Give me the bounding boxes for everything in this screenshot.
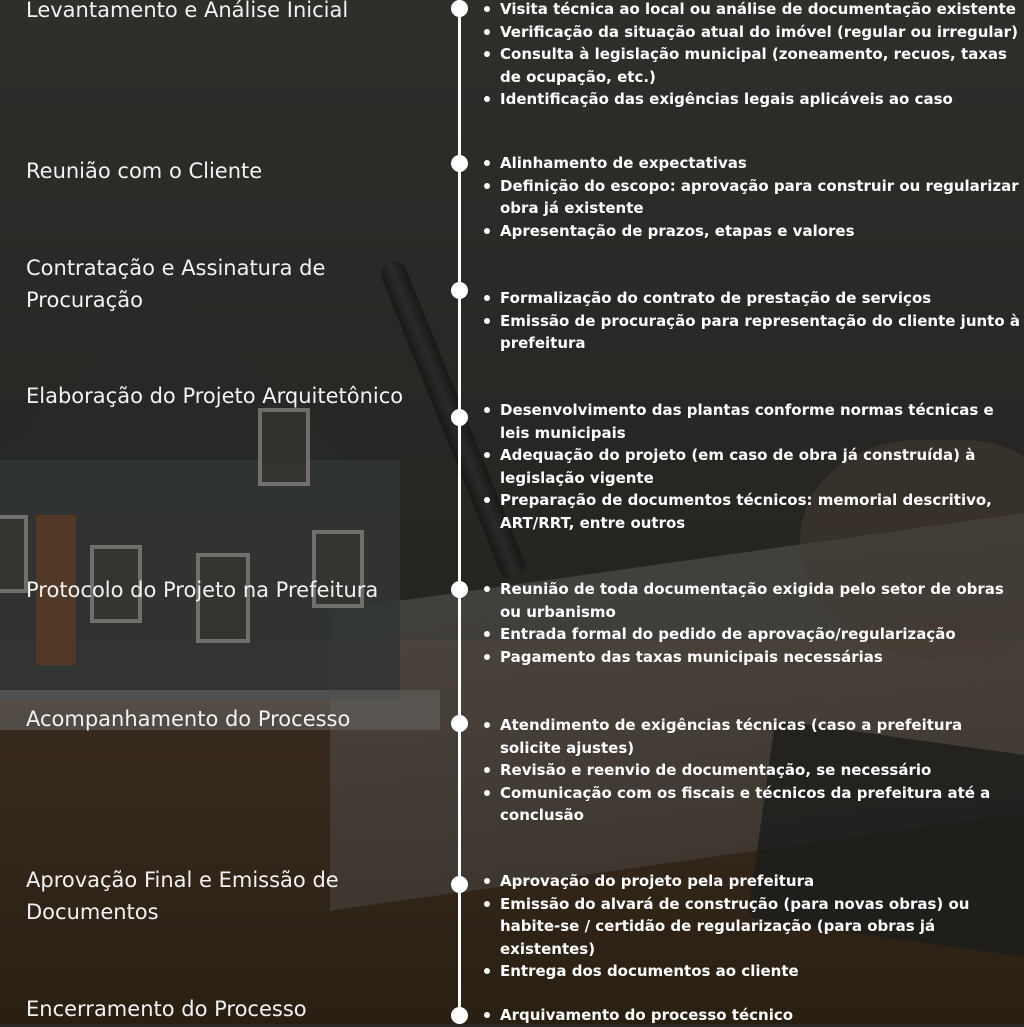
list-item: Emissão de procuração para representação do cliente junto à prefeitura (482, 310, 1022, 355)
list-item: Arquivamento do processo técnico (482, 1004, 1022, 1027)
list-item: Aprovação do projeto pela prefeitura (482, 870, 1022, 893)
list-item: Revisão e reenvio de documentação, se necessário (482, 759, 1022, 782)
list-item: Pagamento das taxas municipais necessárias (482, 646, 1022, 669)
step-items-contratacao (482, 287, 1022, 355)
list-item: Entrada formal do pedido de aprovação/regularização (482, 623, 1022, 646)
list-item: Adequação do projeto (em caso de obra já construída) à legislação vigente (482, 444, 1022, 489)
timeline-dot (451, 581, 468, 598)
list-item: Comunicação com os fiscais e técnicos da prefeitura até a conclusão (482, 782, 1022, 827)
timeline-dot (451, 715, 468, 732)
list-item: Formalização do contrato de prestação de serviços (482, 287, 1022, 310)
timeline-dot (451, 0, 468, 17)
timeline-line (458, 0, 461, 1024)
step-title-protocolo: Protocolo do Projeto na Prefeitura (26, 578, 379, 602)
timeline-dot (451, 409, 468, 426)
step-items-protocolo (482, 578, 1022, 668)
timeline-dot (451, 1007, 468, 1024)
step-items-levantamento (482, 0, 1022, 111)
list-item: Reunião de toda documentação exigida pelo setor de obras ou urbanismo (482, 578, 1022, 623)
list-item: Apresentação de prazos, etapas e valores (482, 220, 1022, 243)
list-item: Emissão do alvará de construção (para novas obras) ou habite-se / certidão de regularização (para obras já existentes) (482, 893, 1022, 961)
timeline-dot (451, 282, 468, 299)
step-items-reuniao (482, 152, 1022, 242)
step-items-elaboracao (482, 399, 1022, 534)
list-item: Consulta à legislação municipal (zoneamento, recuos, taxas de ocupação, etc.) (482, 43, 1022, 88)
step-title-acompanhamento: Acompanhamento do Processo (26, 707, 351, 731)
list-item: Atendimento de exigências técnicas (caso a prefeitura solicite ajustes) (482, 714, 1022, 759)
list-item: Visita técnica ao local ou análise de documentação existente (482, 0, 1022, 21)
timeline-dot (451, 155, 468, 172)
step-title-encerramento: Encerramento do Processo (26, 997, 307, 1021)
list-item: Definição do escopo: aprovação para construir ou regularizar obra já existente (482, 175, 1022, 220)
list-item: Preparação de documentos técnicos: memorial descritivo, ART/RRT, entre outros (482, 489, 1022, 534)
step-items-aprovacao (482, 870, 1022, 983)
step-title-reuniao: Reunião com o Cliente (26, 159, 263, 183)
list-item: Desenvolvimento das plantas conforme normas técnicas e leis municipais (482, 399, 1022, 444)
step-title-levantamento: Levantamento e Análise Inicial (26, 0, 349, 22)
step-items-acompanhamento (482, 714, 1022, 827)
list-item: Entrega dos documentos ao cliente (482, 960, 1022, 983)
step-items-encerramento (482, 1004, 1022, 1027)
list-item: Alinhamento de expectativas (482, 152, 1022, 175)
step-title-contratacao: Contratação e Assinatura de Procuração (26, 256, 326, 312)
timeline-dot (451, 876, 468, 893)
list-item: Verificação da situação atual do imóvel (regular ou irregular) (482, 21, 1022, 44)
step-title-elaboracao: Elaboração do Projeto Arquitetônico (26, 384, 404, 408)
step-title-aprovacao: Aprovação Final e Emissão de Documentos (26, 868, 339, 924)
list-item: Identificação das exigências legais aplicáveis ao caso (482, 88, 1022, 111)
